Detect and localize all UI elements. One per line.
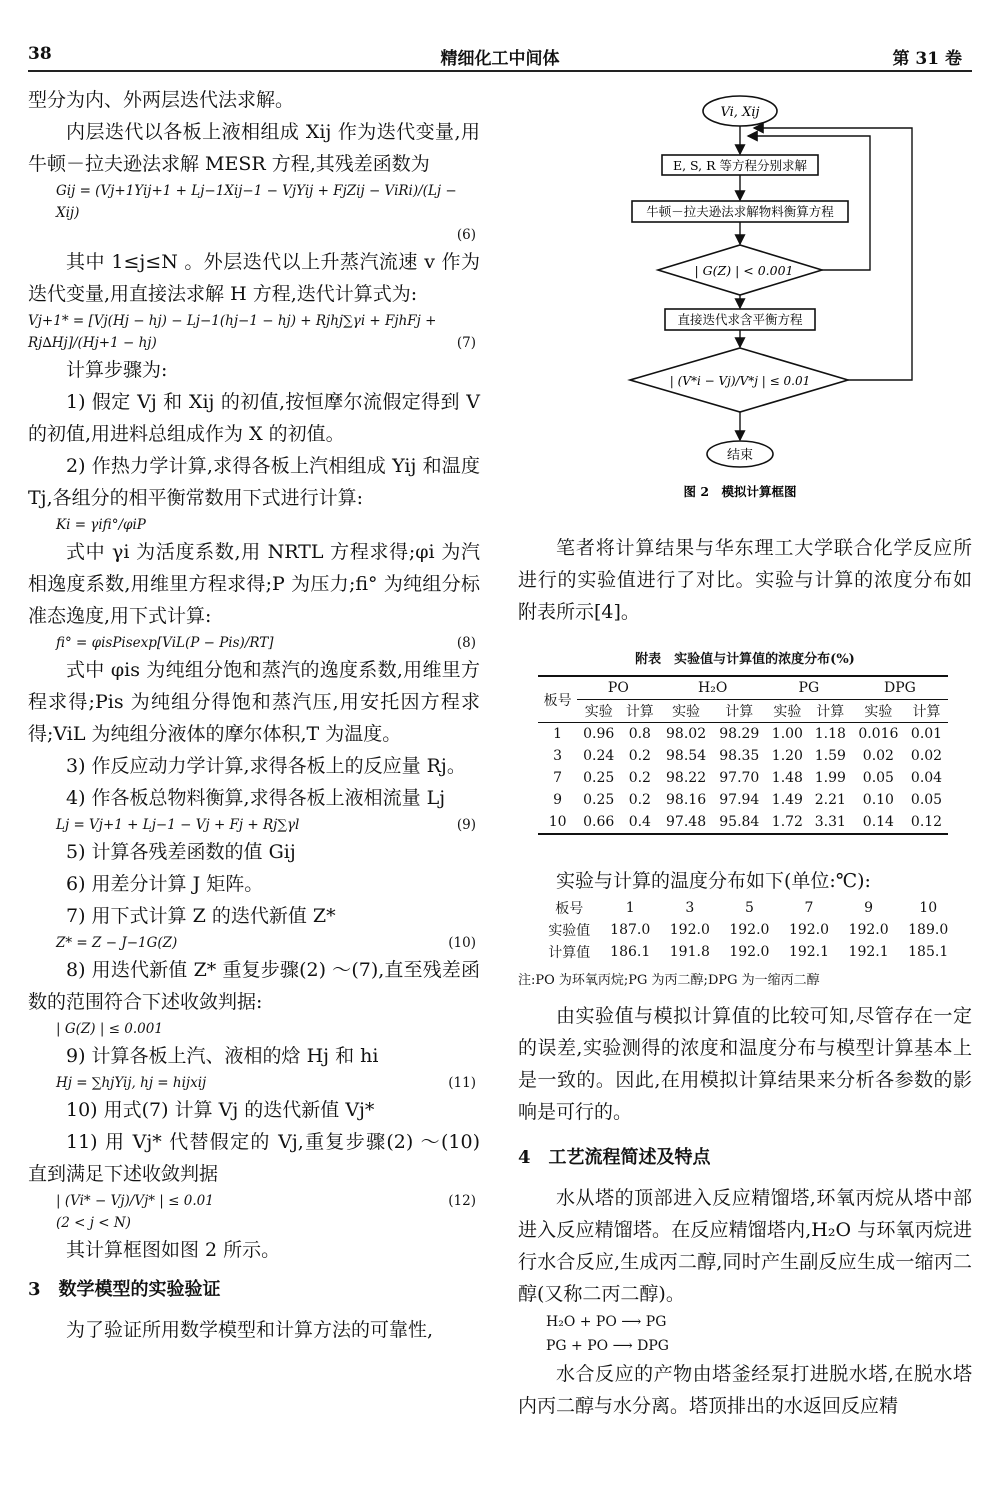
step-1: 1) 假定 Vj 和 Xij 的初值,按恒摩尔流假定得到 V 的初值,用进料总组成作为 X 的初值。 (28, 391, 480, 445)
table-cell: 1.49 (771, 792, 803, 808)
table-row (538, 723, 948, 746)
temperature-cell: 191.8 (669, 944, 710, 960)
table-cell: 0.25 (583, 792, 615, 808)
table-cell: 0.05 (910, 792, 943, 808)
temperature-cell: 5 (744, 900, 754, 916)
equation-7-line2: Rj∆Hj]/(Hj+1 − hj) (7) (28, 335, 476, 351)
table-subheader: 计算 (725, 704, 754, 720)
paragraph: 水从塔的顶部进入反应精馏塔,环氧丙烷从塔中部进入反应精馏塔。在反应精馏塔内,H₂O 与环氧丙烷进行水合反应,生成丙二醇,同时产生副反应生成一缩丙二醇(又称二丙二醇)。 (518, 1187, 972, 1305)
table-cell: 1.48 (771, 770, 803, 786)
paragraph: 其中 1≤j≤N 。外层迭代以上升蒸汽流速 v 作为迭代变量,用直接法求解 H 方程,迭代计算式为: (28, 251, 480, 305)
table-subheader: 实验 (773, 704, 802, 720)
table-cell: 98.16 (666, 792, 707, 808)
table-cell: 98.35 (719, 748, 760, 764)
flowchart-figure (518, 84, 972, 504)
table-cell: 0.04 (910, 770, 943, 786)
step-8: 8) 用迭代新值 Z* 重复步骤(2) ～(7),直至残差函数的范围符合下述收敛判据: (28, 959, 480, 1013)
equation-8: fi° = φisPisexp[ViL(P − Pis)/RT] (8) (56, 635, 476, 651)
table-cell: 98.22 (666, 770, 707, 786)
temperature-row-label: 实验值 (548, 923, 591, 939)
table-cell: 97.70 (719, 770, 760, 786)
equation-k: Ki = γifi°/φiP (56, 517, 146, 533)
reaction-2: PG + PO ⟶ DPG (546, 1338, 669, 1354)
end-label: 结束 (726, 448, 754, 463)
paragraph: 型分为内、外两层迭代法求解。 (28, 89, 295, 111)
page-header (28, 40, 972, 70)
equation-convergence-g: | G(Z) | ≤ 0.001 (56, 1021, 163, 1037)
temperature-cell: 189.0 (908, 922, 949, 938)
table-row (538, 789, 948, 811)
table-note: 注:PO 为环氧丙烷;PG 为丙二醇;DPG 为一缩丙二醇 (518, 973, 820, 988)
temperature-cell: 186.1 (610, 944, 651, 960)
equation-11: Hj = ∑hjYij, hj = hijxij (11) (56, 1075, 476, 1091)
table-cell: 3.31 (814, 814, 846, 830)
temperature-row (538, 897, 958, 919)
paragraph: 其计算框图如图 2 所示。 (66, 1239, 281, 1261)
process-label-newton: 牛顿－拉夫逊法求解物料衡算方程 (646, 204, 834, 219)
table-cell: 97.94 (719, 792, 760, 808)
table-cell-plate: 1 (553, 726, 563, 742)
table-cell: 0.10 (862, 792, 894, 808)
table-cell: 0.8 (628, 726, 651, 742)
table-header-group: PO (577, 676, 659, 700)
paragraph: 计算步骤为: (66, 359, 168, 381)
table-cell: 98.29 (719, 726, 760, 742)
step-7: 7) 用下式计算 Z 的迭代新值 Z* (66, 905, 336, 927)
table-cell-plate: 9 (553, 792, 563, 808)
paragraph: 由实验值与模拟计算值的比较可知,尽管存在一定的误差,实验测得的浓度和温度分布与模型计算基本上是一致的。因此,在用模拟计算结果来分析各参数的影响是可行的。 (518, 1005, 972, 1123)
step-2: 2) 作热力学计算,求得各板上汽相组成 Yij 和温度 Tj,各组分的相平衡常数用下式进行计算: (28, 455, 480, 509)
process-label-esr: E, S, R 等方程分别求解 (672, 158, 808, 173)
temperature-cell: 192.0 (788, 922, 830, 938)
decision-g-label: | G(Z) | < 0.001 (694, 263, 794, 278)
equation-12: | (Vi* − Vj)/Vj* | ≤ 0.01 (12) (56, 1193, 476, 1209)
table-subheader: 计算 (625, 704, 654, 720)
table-cell: 1.00 (771, 726, 803, 742)
reaction-1: H₂O + PO ⟶ PG (546, 1314, 667, 1330)
table-cell-plate: 3 (553, 748, 563, 764)
table-cell-plate: 7 (553, 770, 563, 786)
temperature-cell: 7 (804, 900, 814, 916)
equation-10: Z* = Z − J−1G(Z) (10) (56, 935, 476, 951)
temperature-cell: 187.0 (610, 922, 651, 938)
decision-v-label: | (V*i − Vj)/V*j | ≤ 0.01 (669, 374, 811, 388)
table-cell: 1.99 (814, 770, 846, 786)
table-subheader: 实验 (672, 704, 701, 720)
temperature-row-label: 计算值 (548, 945, 591, 961)
table-cell: 0.66 (583, 814, 615, 830)
table-cell: 95.84 (719, 814, 760, 830)
temperature-cell: 192.0 (729, 922, 770, 938)
section-heading-3: 3 数学模型的实验验证 (28, 1279, 221, 1300)
table-cell: 1.72 (771, 814, 803, 830)
right-column (518, 84, 972, 1422)
table-cell: 1.59 (814, 748, 846, 764)
table-cell: 0.02 (862, 748, 894, 764)
temperature-cell: 192.1 (848, 944, 889, 960)
table-cell: 1.20 (771, 748, 803, 764)
temperature-row (538, 941, 958, 963)
table-cell: 0.01 (910, 726, 943, 742)
left-column (28, 84, 480, 1346)
table-cell: 97.48 (666, 814, 707, 830)
table-cell: 1.18 (814, 726, 846, 742)
temperature-cell: 192.0 (669, 922, 710, 938)
table-cell: 2.21 (814, 792, 846, 808)
paragraph: 实验与计算的温度分布如下(单位:℃): (556, 870, 871, 892)
table-subheader: 计算 (816, 704, 845, 720)
table-subheader: 实验 (864, 704, 893, 720)
temperature-cell: 9 (864, 900, 874, 916)
table-subheader: 计算 (912, 704, 941, 720)
table-cell: 0.14 (862, 814, 894, 830)
step-4: 4) 作各板总物料衡算,求得各板上液相流量 Lj (66, 787, 446, 809)
equation-6: Gij = (Vj+1Yij+1 + Lj−1Xij−1 − VjYij + FjZij − ViRi)/(Lj − Xij) (56, 183, 457, 221)
table-cell: 98.02 (666, 726, 707, 742)
concentration-table (538, 675, 948, 835)
section-heading-4: 4 工艺流程简述及特点 (518, 1147, 711, 1168)
table-cell: 0.2 (628, 770, 651, 786)
start-label: Vi, Xij (720, 105, 760, 120)
table-cell: 0.05 (862, 770, 894, 786)
header-rule (28, 70, 972, 72)
paragraph: 式中 γi 为活度系数,用 NRTL 方程求得;φi 为汽相逸度系数,用维里方程求得;P 为压力;fi° 为纯组分标准态逸度,用下式计算: (28, 541, 480, 627)
table-row (538, 811, 948, 834)
paragraph: 式中 φis 为纯组分饱和蒸汽的逸度系数,用维里方程求得;Pis 为纯组分得饱和蒸汽压,用安托因方程求得;ViL 为纯组分液体的摩尔体积,T 为温度。 (28, 659, 480, 745)
temperature-table (538, 897, 958, 963)
volume-label: 第 31 卷 (892, 49, 962, 69)
table-cell-plate: 10 (548, 814, 567, 830)
temperature-cell: 10 (919, 900, 938, 916)
step-5: 5) 计算各残差函数的值 Gij (66, 841, 296, 863)
equation-12-condition: (2 < j < N) (56, 1215, 131, 1231)
table-header-plate: 板号 (543, 692, 572, 709)
temperature-row (538, 919, 958, 941)
table-cell: 0.25 (583, 770, 615, 786)
page-number: 38 (28, 44, 52, 64)
table-row (538, 767, 948, 789)
loop-arrow-inner (748, 136, 870, 270)
table-header-group: PG (766, 676, 852, 700)
temperature-cell: 192.0 (729, 944, 770, 960)
table-cell: 0.016 (858, 726, 899, 742)
step-6: 6) 用差分计算 J 矩阵。 (66, 873, 264, 895)
table-cell: 0.2 (628, 748, 651, 764)
paragraph: 水合反应的产物由塔釜经泵打进脱水塔,在脱水塔内丙二醇与水分离。塔顶排出的水返回反应精 (518, 1363, 972, 1417)
table-subheader: 实验 (584, 704, 613, 720)
table-cell: 0.12 (910, 814, 943, 830)
paragraph: 笔者将计算结果与华东理工大学联合化学反应所进行的实验值进行了对比。实验与计算的浓度分布如附表所示[4]。 (518, 537, 972, 623)
equation-6-number: (6) (456, 227, 476, 243)
table-header-group: H₂O (659, 676, 765, 700)
table-header-group: DPG (852, 676, 948, 700)
table-cell: 0.24 (583, 748, 615, 764)
table-caption: 附表 实验值与计算值的浓度分布(%) (635, 652, 855, 667)
step-10: 10) 用式(7) 计算 Vj 的迭代新值 Vj* (66, 1099, 375, 1121)
temperature-row-label: 板号 (555, 901, 584, 917)
equation-7-line1: Vj+1* = [Vj(Hj − hj) − Lj−1(hj−1 − hj) + Rjhj∑γi + FjhFj + (28, 313, 437, 329)
journal-title: 精细化工中间体 (440, 49, 560, 69)
temperature-cell: 185.1 (908, 944, 949, 960)
temperature-cell: 3 (685, 900, 695, 916)
temperature-cell: 1 (625, 900, 635, 916)
process-label-direct: 直接迭代求含平衡方程 (677, 312, 803, 327)
temperature-cell: 192.0 (848, 922, 889, 938)
step-3: 3) 作反应动力学计算,求得各板上的反应量 Rj。 (66, 755, 466, 777)
figure-caption: 图 2 模拟计算框图 (683, 484, 797, 499)
temperature-table-body (538, 897, 958, 963)
table-cell: 98.54 (666, 748, 707, 764)
table-body (538, 723, 948, 835)
temperature-cell: 192.1 (788, 944, 830, 960)
table-cell: 0.2 (628, 792, 651, 808)
step-11: 11) 用 Vj* 代替假定的 Vj,重复步骤(2) ～(10) 直到满足下述收敛判据 (28, 1131, 480, 1185)
table-cell: 0.96 (583, 726, 615, 742)
table-cell: 0.4 (628, 814, 651, 830)
paragraph: 为了验证所用数学模型和计算方法的可靠性, (66, 1319, 434, 1341)
equation-9: Lj = Vj+1 + Lj−1 − Vj + Fj + Rj∑γl (9) (56, 817, 476, 833)
step-9: 9) 计算各板上汽、液相的焓 Hj 和 hi (66, 1045, 379, 1067)
table-cell: 0.02 (910, 748, 943, 764)
paragraph: 内层迭代以各板上液相组成 Xij 作为迭代变量,用牛顿－拉夫逊法求解 MESR 方程,其残差函数为 (28, 121, 480, 175)
table-row (538, 745, 948, 767)
